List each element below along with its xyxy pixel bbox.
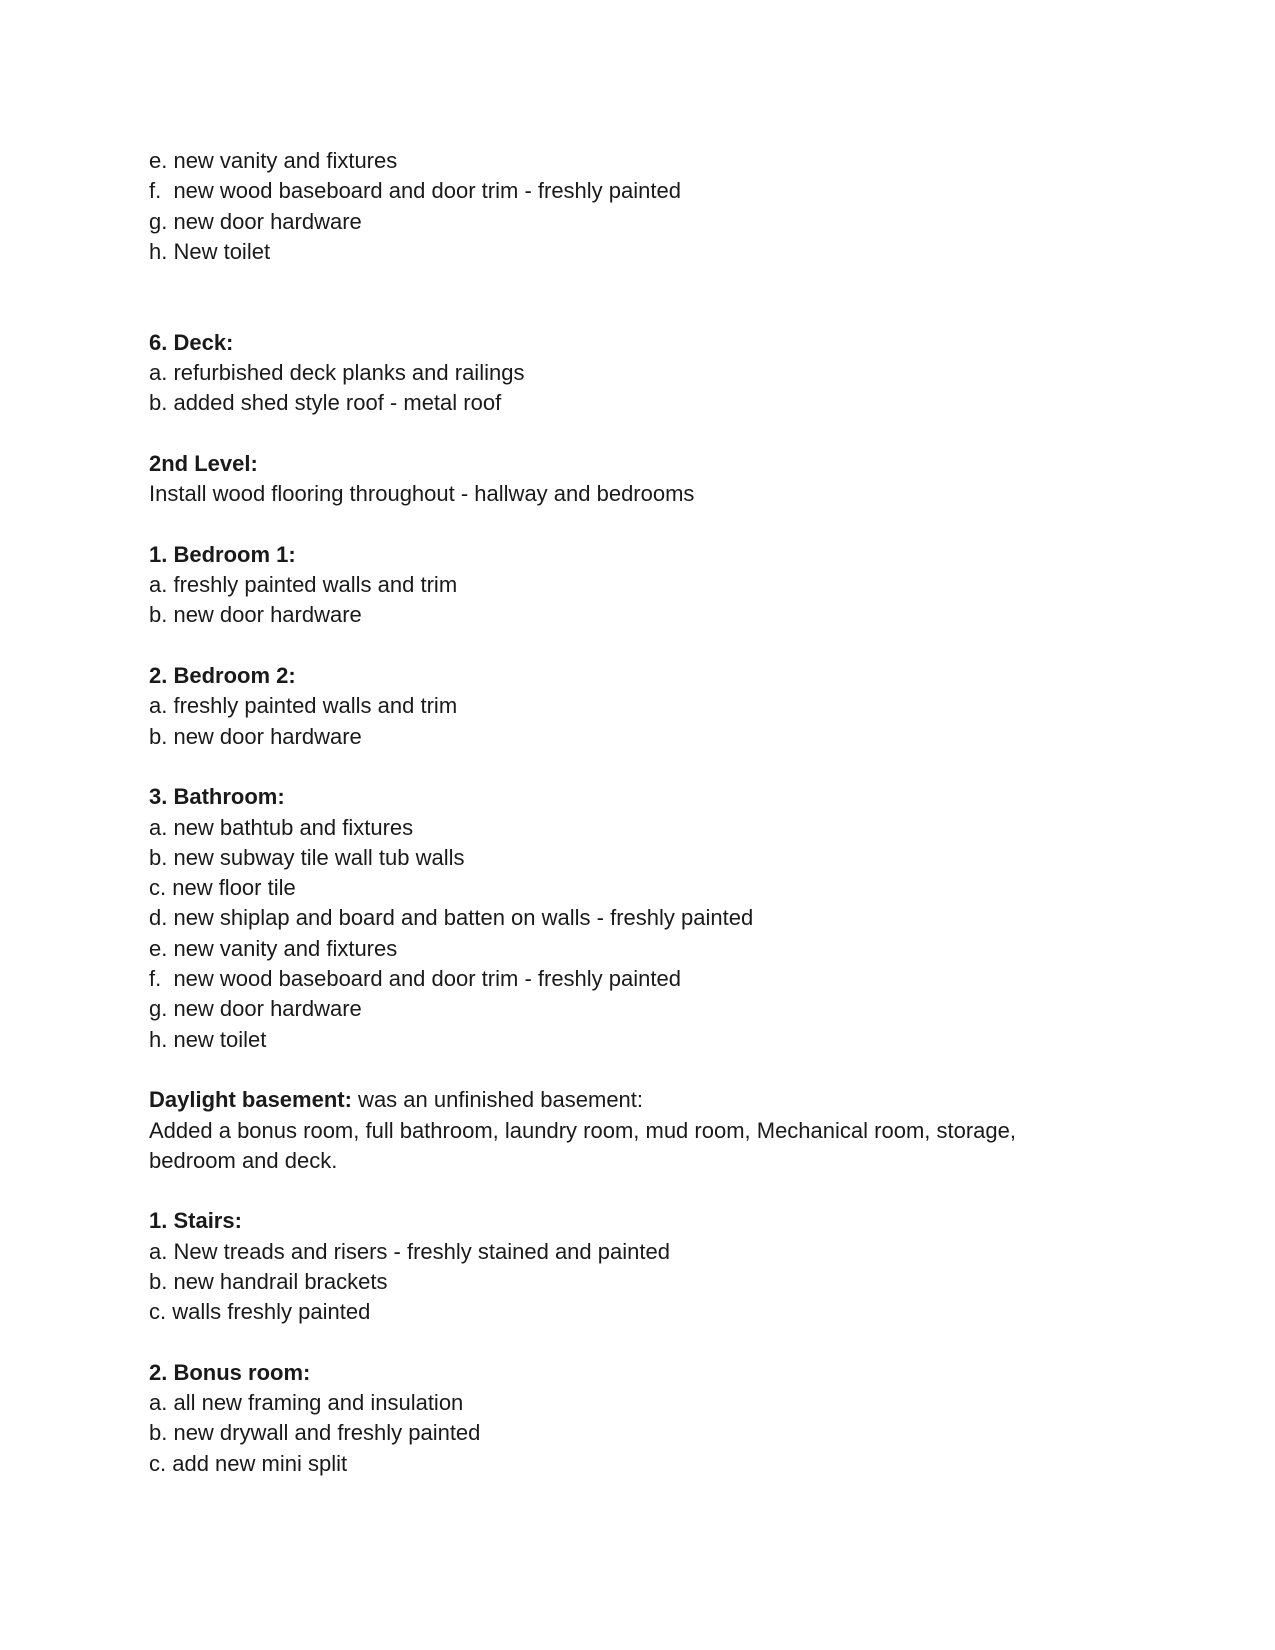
list-item: b. new drywall and freshly painted bbox=[149, 1420, 481, 1446]
list-item: c. walls freshly painted bbox=[149, 1299, 371, 1325]
list-item: b. new door hardware bbox=[149, 602, 362, 628]
second-level-description: Install wood flooring throughout - hallway and bedrooms bbox=[149, 481, 695, 507]
basement-section bbox=[149, 1085, 1149, 1176]
bedroom2-heading: 2. Bedroom 2: bbox=[149, 663, 296, 689]
list-item: a. freshly painted walls and trim bbox=[149, 572, 458, 598]
list-item: b. new door hardware bbox=[149, 723, 362, 749]
stairs-section bbox=[149, 1206, 1149, 1327]
basement-description-line2: bedroom and deck. bbox=[149, 1147, 338, 1173]
list-item: g. new door hardware bbox=[149, 996, 362, 1022]
bathroom-heading: 3. Bathroom: bbox=[149, 784, 285, 810]
bedroom1-heading: 1. Bedroom 1: bbox=[149, 541, 296, 567]
list-item: h. new toilet bbox=[149, 1026, 267, 1052]
document-page bbox=[149, 146, 1149, 1479]
list-item: b. new handrail brackets bbox=[149, 1268, 388, 1294]
bonus-room-section bbox=[149, 1358, 1149, 1479]
list-item: a. new bathtub and fixtures bbox=[149, 814, 414, 840]
bedroom1-section bbox=[149, 540, 1149, 631]
list-item: f. new wood baseboard and door trim - freshly painted bbox=[149, 178, 681, 204]
list-item: h. New toilet bbox=[149, 238, 271, 264]
continued-list bbox=[149, 146, 1149, 267]
list-item: b. new subway tile wall tub walls bbox=[149, 844, 465, 870]
basement-heading: Daylight basement: bbox=[149, 1087, 352, 1113]
list-item: e. new vanity and fixtures bbox=[149, 148, 398, 173]
list-item: b. added shed style roof - metal roof bbox=[149, 390, 502, 416]
list-item: a. freshly painted walls and trim bbox=[149, 693, 458, 719]
bathroom-section bbox=[149, 782, 1149, 1055]
list-item: f. new wood baseboard and door trim - freshly painted bbox=[149, 966, 681, 992]
bedroom2-section bbox=[149, 661, 1149, 752]
stairs-heading: 1. Stairs: bbox=[149, 1208, 242, 1234]
list-item: d. new shiplap and board and batten on walls - freshly painted bbox=[149, 905, 754, 931]
list-item: a. New treads and risers - freshly stained and painted bbox=[149, 1238, 670, 1264]
basement-heading-tail: was an unfinished basement: bbox=[351, 1087, 644, 1113]
deck-section bbox=[149, 328, 1149, 419]
bonus-room-heading: 2. Bonus room: bbox=[149, 1359, 311, 1385]
second-level-section bbox=[149, 449, 1149, 510]
list-item: a. all new framing and insulation bbox=[149, 1390, 464, 1416]
basement-heading-line bbox=[149, 1085, 1149, 1115]
list-item: e. new vanity and fixtures bbox=[149, 935, 398, 961]
deck-heading: 6. Deck: bbox=[149, 329, 234, 355]
list-item: g. new door hardware bbox=[149, 208, 362, 234]
basement-description-line1: Added a bonus room, full bathroom, laundry room, mud room, Mechanical room, storage, bbox=[149, 1117, 1016, 1143]
list-item: c. new floor tile bbox=[149, 875, 296, 901]
list-item: c. add new mini split bbox=[149, 1450, 348, 1476]
list-item: a. refurbished deck planks and railings bbox=[149, 360, 525, 386]
second-level-heading: 2nd Level: bbox=[149, 450, 258, 476]
